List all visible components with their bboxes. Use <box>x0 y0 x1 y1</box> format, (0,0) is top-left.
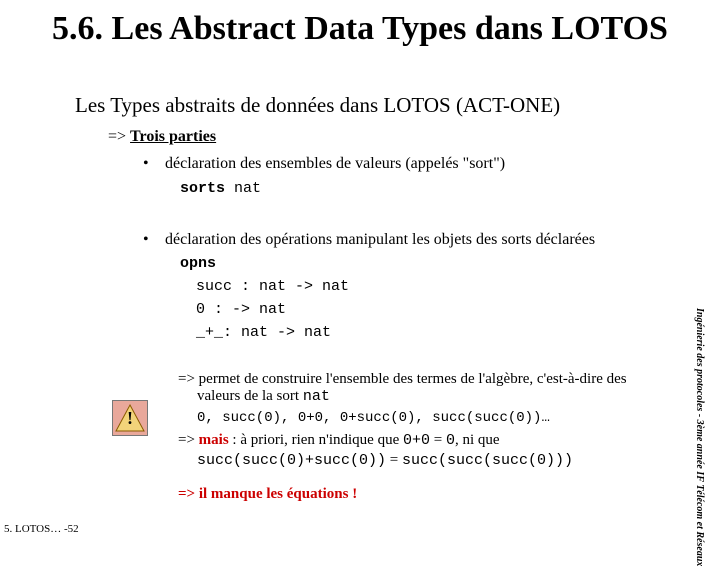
warning-icon-glyph: ! <box>127 408 133 428</box>
sorts-keyword: sorts <box>180 180 226 197</box>
intro-prefix: => <box>108 128 131 145</box>
explanation-line-4 <box>178 432 500 449</box>
explanation-line-5-code-a: succ(succ(0)+succ(0)) <box>197 452 387 469</box>
explanation-line-4-text-b: = <box>430 432 446 448</box>
bullet-2-text: déclaration des opérations manipulant les objets des sorts déclarées <box>165 231 596 248</box>
explanation-line-5-eq: = <box>386 452 402 468</box>
explanation-line-2-text: valeurs de la sort <box>197 388 303 404</box>
opns-keyword: opns <box>180 255 217 272</box>
sorts-value: nat <box>225 180 262 197</box>
warning-icon <box>112 400 148 436</box>
page-title: 5.6. Les Abstract Data Types dans LOTOS <box>52 10 668 47</box>
intro-link: Trois parties <box>130 128 217 145</box>
explanation-line-2 <box>197 388 330 405</box>
subtitle: Les Types abstraits de données dans LOTOS (ACT-ONE) <box>75 93 561 117</box>
sorts-declaration <box>180 180 261 197</box>
intro-line <box>108 128 216 146</box>
opns-line-plus: _+_: nat -> nat <box>196 324 332 341</box>
mais-emphasis: mais <box>198 432 229 448</box>
explanation-line-5-code-b: succ(succ(succ(0))) <box>402 452 574 469</box>
opns-line-succ: succ : nat -> nat <box>196 278 350 295</box>
bullet-1-marker: • <box>143 155 149 172</box>
side-footer: Ingénierie des protocoles - 3ème année IF Télécom et Réseaux <box>694 308 705 566</box>
bullet-1-text: déclaration des ensembles de valeurs (appelés "sort") <box>165 155 506 172</box>
explanation-line-2-code: nat <box>302 388 330 405</box>
explanation-line-1: => permet de construire l'ensemble des termes de l'algèbre, c'est-à-dire des <box>178 371 627 387</box>
slide-number: 5. LOTOS… -52 <box>4 523 79 535</box>
explanation-line-4-text-c: , ni que <box>455 432 500 448</box>
explanation-line-4-code-a: 0+0 <box>403 432 431 449</box>
conclusion: => il manque les équations ! <box>178 486 358 502</box>
explanation-line-5 <box>197 452 573 469</box>
explanation-line-4-text-a: : à priori, rien n'indique que <box>228 432 403 448</box>
explanation-line-4-code-b: 0 <box>445 432 455 449</box>
terms-example: 0, succ(0), 0+0, 0+succ(0), succ(succ(0))… <box>197 410 550 426</box>
bullet-2-marker: • <box>143 231 149 248</box>
opns-line-zero: 0 : -> nat <box>196 301 287 318</box>
explanation-line-4-prefix: => <box>178 432 199 448</box>
